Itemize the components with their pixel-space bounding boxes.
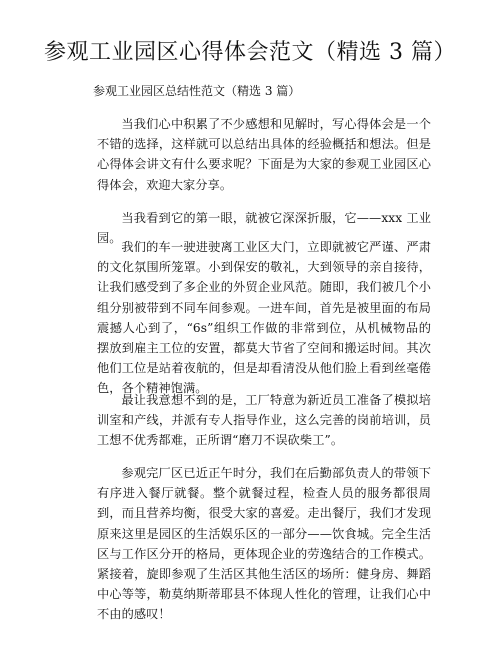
- paragraph-training: 最让我意想不到的是，工厂特意为新近员工准备了模拟培训室和产线，并派有专人指导作业，这么完善的岗前培训，员工想不优秀都难，正所谓“磨刀不误砍柴工”。: [97, 393, 431, 448]
- paragraph-living-area: 参观完厂区已近正午时分，我们在后勤部负责人的带领下有序进入餐厅就餐。整个就餐过程，检查人员的服务都很周到，而且营养均衡，很受大家的喜爱。走出餐厅，我们才发现原来这里是园区的生活娱乐区的一部分——饮食城。完全生活区与工作区分开的格局，更体现企业的劳逸结合的工作模式。紧接着，旋即参观了生活区其他生活区的场所：健身房、舞蹈中心等等，勒莫纳斯蒂耶县不体现人性化的管理，让我们心中不由的感叹！: [97, 466, 431, 622]
- paragraph-first-impression: 当我看到它的第一眼，就被它深深折服，它——xxx 工业园。: [97, 211, 431, 246]
- paragraph-intro: 当我们心中积累了不少感想和见解时，写心得体会是一个不错的选择，这样就可以总结出具体的经验概括和想法。但是心得体会讲文有什么要求呢？下面是为大家的参观工业园区心得体会，欢迎大家分享。: [97, 117, 431, 192]
- document-subtitle: 参观工业园区总结性范文（精选 3 篇）: [93, 84, 301, 98]
- document-title: 参观工业园区心得体会范文（精选 3 篇）: [44, 40, 456, 65]
- paragraph-workshop-visit: 我们的车一驶进驶离工业区大门，立即就被它严谨、严肃的文化氛围所笼罩。小到保安的敬礼，大到领导的亲自接待，让我们感受到了多企业的外贸企业风范。随即，我们被几个小组分别被带到不同车间参观。一进车间，首先是被里面的布局震撼人心到了，“6s”组织工作做的非常到位，从机械物品的摆放到雇主工位的安置，都莫大节省了空间和搬运时间。其次他们工位是站着夜航的，但是却看清没从他们脸上看到丝毫倦色，各个精神饱满。: [97, 240, 431, 396]
